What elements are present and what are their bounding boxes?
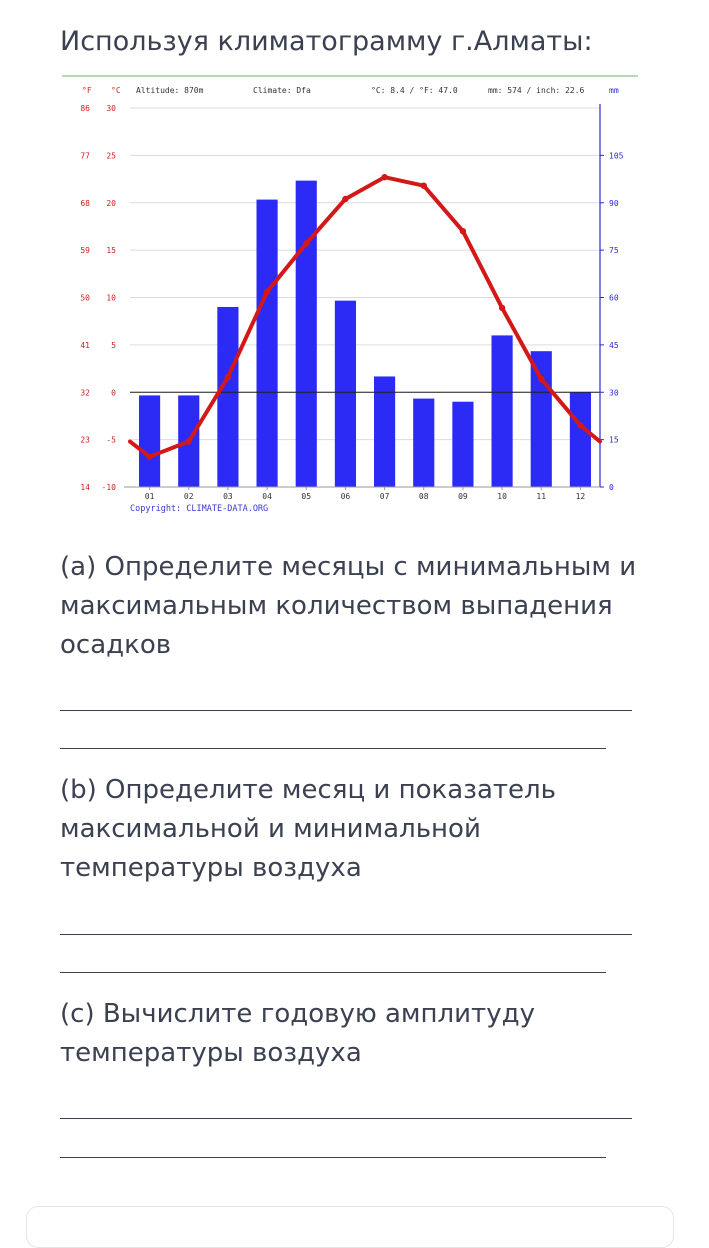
precipitation-bar xyxy=(335,301,356,487)
month-tick-label: 01 xyxy=(144,492,155,501)
mm-tick-label: 105 xyxy=(609,151,624,161)
temperature-line-path xyxy=(130,177,600,457)
celsius-tick-label: 0 xyxy=(111,388,116,398)
temperature-point xyxy=(538,376,544,382)
celsius-tick-label: 10 xyxy=(106,293,116,303)
month-tick-label: 06 xyxy=(340,492,351,501)
fahrenheit-tick-label: 41 xyxy=(80,340,90,350)
celsius-tick-label: 15 xyxy=(106,246,116,256)
celsius-tick-label: 30 xyxy=(106,104,116,113)
fahrenheit-tick-label: 77 xyxy=(80,151,90,161)
climate-chart xyxy=(60,74,640,522)
precipitation-bar xyxy=(452,402,473,487)
precipitation-bar xyxy=(296,181,317,487)
fahrenheit-tick-label: 59 xyxy=(80,246,90,256)
month-tick-label: 04 xyxy=(262,492,272,501)
average-temperature-label: °C: 8.4 / °F: 47.0 xyxy=(371,86,458,95)
temperature-point xyxy=(421,182,427,188)
mm-tick-label: 15 xyxy=(609,435,619,445)
precipitation-bar xyxy=(413,399,434,487)
fahrenheit-tick-label: 50 xyxy=(80,293,90,303)
month-tick-label: 03 xyxy=(223,492,233,501)
temperature-point xyxy=(146,453,152,459)
precipitation-bar xyxy=(492,335,513,487)
mm-tick-label: 45 xyxy=(609,340,619,350)
answer-line-b2[interactable] xyxy=(60,972,606,973)
precipitation-bars xyxy=(139,181,591,487)
temperature-point xyxy=(342,196,348,202)
mm-unit-label: mm xyxy=(609,86,619,95)
precipitation-bar xyxy=(531,351,552,487)
fahrenheit-tick-label: 14 xyxy=(80,483,90,492)
precipitation-bar xyxy=(374,376,395,487)
mm-tick-label: 75 xyxy=(609,246,619,256)
mm-tick-label: 90 xyxy=(609,198,619,208)
temperature-point xyxy=(499,305,505,311)
celsius-tick-label: 5 xyxy=(111,340,116,350)
celsius-unit-label: °C xyxy=(111,86,121,95)
fahrenheit-unit-label: °F xyxy=(82,86,92,95)
answer-line-a2[interactable] xyxy=(60,748,606,749)
precipitation-bar xyxy=(257,200,278,487)
month-tick-label: 09 xyxy=(458,492,468,501)
temperature-point xyxy=(264,289,270,295)
mm-tick-label: 60 xyxy=(609,293,619,303)
temperature-point xyxy=(225,374,231,380)
month-tick-label: 12 xyxy=(575,492,586,501)
next-card xyxy=(26,1206,674,1248)
celsius-tick-label: 25 xyxy=(106,151,116,161)
temperature-point xyxy=(577,422,583,428)
question-c: (c) Вычислите годовую амплитуду температуры воздуха xyxy=(60,999,535,1068)
climate-chart-svg xyxy=(60,74,640,522)
temperature-point xyxy=(303,240,309,246)
month-tick-label: 11 xyxy=(536,492,547,501)
question-b: (b) Определите месяц и показатель максимальной и минимальной температуры воздуха xyxy=(60,775,556,883)
temperature-line xyxy=(130,174,600,460)
precipitation-bar xyxy=(217,307,238,487)
total-precipitation-label: mm: 574 / inch: 22.6 xyxy=(488,86,585,95)
answer-line-a1[interactable] xyxy=(60,710,632,711)
month-tick-label: 10 xyxy=(497,492,507,501)
celsius-tick-label: 20 xyxy=(106,198,116,208)
fahrenheit-tick-label: 68 xyxy=(80,198,90,208)
altitude-label: Altitude: 870m xyxy=(136,86,204,95)
mm-tick-label: 30 xyxy=(609,388,619,398)
question-a: (a) Определите месяцы с минимальным и максимальным количеством выпадения осадков xyxy=(60,552,637,660)
precipitation-bar xyxy=(570,392,591,487)
climate-label: Climate: Dfa xyxy=(253,86,311,95)
temperature-point xyxy=(460,228,466,234)
month-tick-label: 08 xyxy=(418,492,429,501)
celsius-tick-label: -10 xyxy=(101,483,116,492)
answer-line-c1[interactable] xyxy=(60,1118,632,1119)
precipitation-bar xyxy=(139,395,160,487)
temperature-point xyxy=(186,438,192,444)
month-tick-label: 02 xyxy=(183,492,194,501)
month-tick-label: 05 xyxy=(301,492,312,501)
fahrenheit-tick-label: 23 xyxy=(80,435,90,445)
page-title: Используя климатограмму г.Алматы: xyxy=(60,26,593,57)
gridlines xyxy=(130,108,600,487)
answer-line-c2[interactable] xyxy=(60,1157,606,1158)
celsius-tick-label: -5 xyxy=(106,435,116,445)
fahrenheit-tick-label: 86 xyxy=(80,104,90,113)
fahrenheit-tick-label: 32 xyxy=(80,388,90,398)
copyright-label: Copyright: CLIMATE-DATA.ORG xyxy=(130,504,269,514)
answer-line-b1[interactable] xyxy=(60,934,632,935)
mm-tick-label: 0 xyxy=(609,483,614,492)
month-tick-label: 07 xyxy=(379,492,390,501)
temperature-point xyxy=(381,174,387,180)
